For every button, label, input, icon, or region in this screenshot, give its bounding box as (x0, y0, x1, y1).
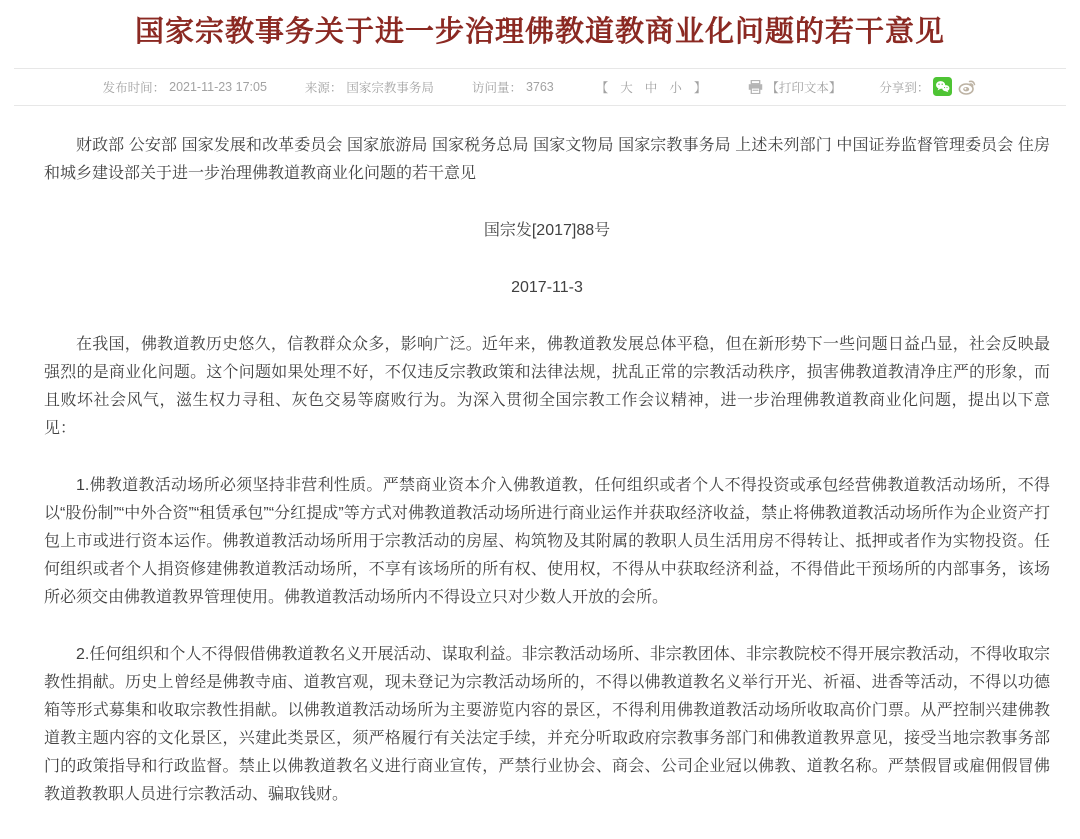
page-title: 国家宗教事务关于进一步治理佛教道教商业化问题的若干意见 (134, 16, 945, 48)
source-value: 国家宗教事务局 (346, 80, 434, 95)
document-date: 2017-11-3 (511, 278, 583, 296)
paragraph-ministries: 财政部 公安部 国家发展和改革委员会 国家旅游局 国家税务总局 国家文物局 国家宗教事务局 上述未列部门 中国证券监督管理委员会 住房和城乡建设部关于进一步治理佛教道教商业化问题的若干意见 (44, 136, 1050, 182)
font-size-small-button[interactable]: 小 (669, 80, 682, 95)
font-size-close-bracket: 】 (693, 80, 707, 95)
source-label: 来源： (304, 80, 343, 95)
paragraph-intro: 在我国，佛教道教历史悠久，信教群众众多，影响广泛。近年来，佛教道教发展总体平稳，但在新形势下一些问题日益凸显，社会反映最强烈的是商业化问题。这个问题如果处理不好，不仅违反宗教政策和法律法规，扰乱正常的宗教活动秩序，损害佛教道教清净庄严的形象，而且败坏社会风气，滋生权力寻租、灰色交易等腐败行为。为深入贯彻全国宗教工作会议精神，进一步治理佛教道教商业化问题，提出以下意见： (44, 335, 1050, 437)
meta-bar (14, 68, 1066, 106)
weibo-share-icon[interactable] (958, 77, 977, 96)
publish-time-label: 发布时间： (102, 80, 166, 95)
publish-time-value: 2021-11-23 17:05 (169, 79, 267, 94)
visit-count-label: 访问量： (471, 80, 522, 95)
font-size-medium-button[interactable]: 中 (644, 80, 658, 95)
font-size-control (592, 78, 711, 96)
font-size-large-button[interactable]: 大 (620, 80, 633, 95)
share-icons (933, 77, 977, 96)
printer-icon (748, 80, 763, 94)
visit-count-value: 3763 (525, 79, 554, 94)
publish-time (103, 78, 267, 96)
print-button[interactable] (748, 78, 841, 96)
paragraph-point-1: 1.佛教道教活动场所必须坚持非营利性质。严禁商业资本介入佛教道教，任何组织或者个人不得投资或承包经营佛教道教活动场所，不得以“股份制”“中外合资”“租赁承包”“分红提成”等方式对佛教道教活动场所进行商业运作并获取经济收益，禁止将佛教道教活动场所作为企业资产打包上市或进行资本运作。佛教道教活动场所用于宗教活动的房屋、构筑物及其附属的教职人员生活用房不得转让、抵押或者作为实物投资。任何组织或者个人捐资修建佛教道教活动场所，不享有该场所的所有权、使用权，不得从中获取经济利益，不得借此干预场所的内部事务，该场所必须交由佛教道教界管理使用。佛教道教活动场所内不得设立只对少数人开放的会所。 (44, 476, 1050, 606)
paragraph-point-2: 2.任何组织和个人不得假借佛教道教名义开展活动、谋取利益。非宗教活动场所、非宗教团体、非宗教院校不得开展宗教活动，不得收取宗教性捐献。历史上曾经是佛教寺庙、道教宫观，现未登记为宗教活动场所的，不得以佛教道教名义举行开光、祈福、进香等活动，不得以功德箱等形式募集和收取宗教性捐献。以佛教道教活动场所为主要游览内容的景区，不得利用佛教道教活动场所收取高价门票。从严控制兴建佛教道教主题内容的文化景区，兴建此类景区，须严格履行有关法定手续，并充分听取政府宗教事务部门和佛教道教界意见，接受当地宗教事务部门的政策指导和行政监督。禁止以佛教道教名义进行商业宣传，严禁行业协会、商会、公司企业冠以佛教、道教名称。严禁假冒或雇佣假冒佛教道教教职人员进行宗教活动、骗取钱财。 (44, 645, 1050, 803)
font-size-open-bracket: 【 (595, 80, 609, 95)
share-control (879, 77, 977, 96)
share-label: 分享到： (879, 80, 930, 95)
article-body (0, 106, 1080, 839)
visit-count (472, 78, 554, 96)
document-number: 国宗发[2017]88号 (483, 221, 611, 239)
title-bar (0, 0, 1080, 68)
wechat-share-icon[interactable] (933, 77, 952, 96)
print-button-label: 【打印文本】 (766, 80, 842, 95)
source (305, 78, 434, 96)
